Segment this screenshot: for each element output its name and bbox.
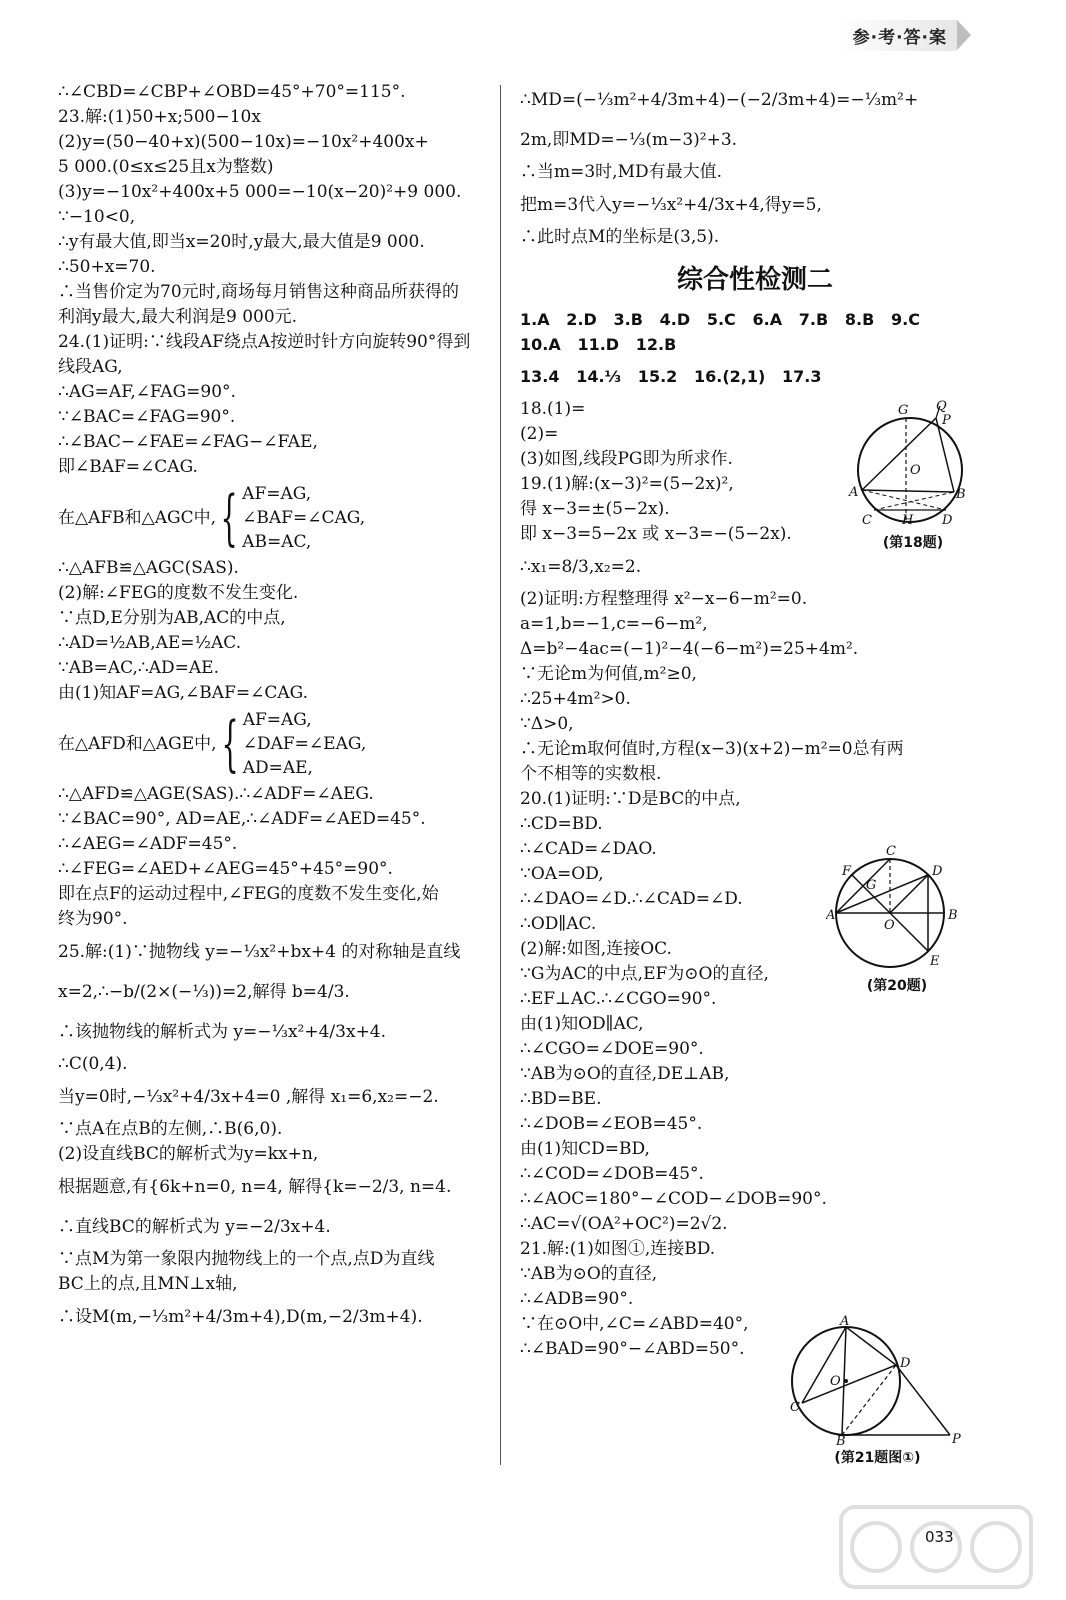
text-line: ∴∠COD=∠DOB=45°. (520, 1164, 704, 1184)
text-line: ∵∠BAC=90°, AD=AE,∴∠ADF=∠AED=45°. (58, 809, 426, 829)
text-line: 2m,即MD=−⅓(m−3)²+3. (520, 130, 738, 150)
text-line: ∴∠BAD=90°−∠ABD=50°. (520, 1339, 745, 1359)
header-label: 参·考·答·案 (841, 20, 957, 51)
left-lines-2 (58, 556, 488, 706)
circle-diagram-21 (790, 1315, 965, 1445)
text-line: 即∠BAF=∠CAG. (58, 457, 198, 477)
text-line: (2)= (520, 424, 559, 444)
congruence-system-1 (58, 482, 488, 554)
text-line: (2)y=(50−40+x)(500−10x)=−10x²+400x+ (58, 132, 429, 152)
text-line: (2)证明:方程整理得 x²−x−6−m²=0. (520, 589, 808, 609)
text-line: ∴x₁=8/3,x₂=2. (520, 557, 642, 577)
text-line: ∴∠CBD=∠CBP+∠OBD=45°+70°=115°. (58, 82, 406, 102)
left-lines-3 (58, 782, 488, 1337)
system-lead: 在△AFD和△AGE中, (58, 733, 217, 754)
text-line: 20.(1)证明:∵D是BC的中点, (520, 789, 741, 809)
text-line: ∴AC=√(OA²+OC²)=2√2. (520, 1214, 728, 1234)
point-label: G (898, 403, 909, 418)
text-line: ∴50+x=70. (58, 257, 156, 277)
point-label: B (956, 487, 966, 502)
text-line: ∴△AFB≌△AGC(SAS). (58, 558, 239, 578)
text-line: ∵OA=OD, (520, 864, 604, 884)
text-line: (2)解:如图,连接OC. (520, 939, 672, 959)
point-label: E (930, 954, 940, 969)
text-line: 25.解:(1)∵抛物线 y=−⅓x²+bx+4 的对称轴是直线 (58, 942, 461, 962)
point-label: C (886, 845, 896, 859)
column-divider (500, 85, 501, 1465)
circle-diagram-20 (826, 845, 968, 973)
answer-line: 10.A 11.D 12.B (520, 335, 677, 354)
text-line: ∴设M(m,−⅓m²+4/3m+4),D(m,−2/3m+4). (58, 1307, 423, 1327)
text-line: ∵AB=AC,∴AD=AE. (58, 658, 219, 678)
text-line: ∵Δ>0, (520, 714, 574, 734)
text-line: ∴直线BC的解析式为 y=−2/3x+4. (58, 1217, 331, 1237)
point-label: D (932, 864, 943, 879)
condition: AD=AE, (242, 758, 313, 778)
point-label: H (902, 513, 914, 528)
answer-line: 1.A 2.D 3.B 4.D 5.C 6.A 7.B 8.B 9.C (520, 310, 920, 329)
point-label: P (942, 413, 951, 428)
text-line: BC上的点,且MN⊥x轴, (58, 1274, 238, 1294)
point-label: A (849, 485, 859, 500)
text-line: ∵∠BAC=∠FAG=90°. (58, 407, 236, 427)
text-line: ∴BD=BE. (520, 1089, 602, 1109)
left-lines-1 (58, 80, 488, 480)
text-line: 由(1)知CD=BD, (520, 1139, 650, 1159)
figure-21 (790, 1315, 965, 1467)
text-line: x=2,∴−b/(2×(−⅓))=2,解得 b=4/3. (58, 982, 350, 1002)
figure-18 (848, 400, 978, 552)
figure-caption: (第18题) (882, 535, 944, 551)
text-line: ∴△AFD≌△AGE(SAS).∴∠ADF=∠AEG. (58, 784, 374, 804)
text-line: ∴当售价定为70元时,商场每月销售这种商品所获得的 (58, 282, 460, 302)
text-line: ∴∠ADB=90°. (520, 1289, 634, 1309)
choice-answers (520, 307, 990, 397)
text-line: ∴EF⊥AC.∴∠CGO=90°. (520, 989, 717, 1009)
point-label: D (900, 1356, 911, 1371)
text-line: 当y=0时,−⅓x²+4/3x+4=0 ,解得 x₁=6,x₂=−2. (58, 1087, 439, 1107)
condition: AB=AC, (242, 532, 312, 552)
figure-caption: (第20题) (866, 978, 928, 994)
point-label: B (836, 1434, 846, 1445)
text-line: 5 000.(0≤x≤25且x为整数) (58, 157, 274, 177)
text-line: ∴CD=BD. (520, 814, 603, 834)
condition: AF=AG, (242, 484, 312, 504)
text-line: ∵G为AC的中点,EF为⊙O的直径, (520, 964, 769, 984)
point-label: P (952, 1432, 961, 1445)
point-label: C (862, 513, 872, 528)
text-line: ∴无论m取何值时,方程(x−3)(x+2)−m²=0总有两 (520, 739, 904, 759)
text-line: Δ=b²−4ac=(−1)²−4(−6−m²)=25+4m². (520, 639, 859, 659)
text-line: ∴当m=3时,MD有最大值. (520, 162, 723, 182)
text-line: ∵AB为⊙O的直径,DE⊥AB, (520, 1064, 730, 1084)
text-line: 21.解:(1)如图①,连接BD. (520, 1239, 716, 1259)
text-line: ∴∠AEG=∠ADF=45°. (58, 834, 238, 854)
point-label: B (948, 908, 958, 923)
text-line: ∴y有最大值,即当x=20时,y最大,最大值是9 000. (58, 232, 425, 252)
condition: ∠BAF=∠CAG, (242, 508, 366, 528)
text-line: 线段AG, (58, 357, 123, 377)
text-line: ∴∠BAC−∠FAE=∠FAG−∠FAE, (58, 432, 318, 452)
text-line: ∴MD=(−⅓m²+4/3m+4)−(−2/3m+4)=−⅓m²+ (520, 90, 919, 110)
text-line: ∴∠FEG=∠AED+∠AEG=45°+45°=90°. (58, 859, 393, 879)
text-line: 由(1)知AF=AG,∠BAF=∠CAG. (58, 683, 309, 703)
text-line: (3)y=−10x²+400x+5 000=−10(x−20)²+9 000. (58, 182, 462, 202)
text-line: ∵AB为⊙O的直径, (520, 1264, 658, 1284)
point-label: F (842, 864, 852, 879)
text-line: ∴C(0,4). (58, 1054, 128, 1074)
text-line: ∴∠DOB=∠EOB=45°. (520, 1114, 703, 1134)
left-brace-icon: { (221, 709, 239, 779)
point-label: A (826, 908, 836, 923)
text-line: ∴此时点M的坐标是(3,5). (520, 227, 720, 247)
text-line: ∵−10<0, (58, 207, 136, 227)
chevron-right-icon (957, 20, 971, 50)
left-brace-icon: { (220, 483, 238, 553)
text-line: 终为90°. (58, 909, 128, 929)
point-label: A (840, 1315, 850, 1329)
text-line: ∴AG=AF,∠FAG=90°. (58, 382, 236, 402)
condition: AF=AG, (242, 710, 312, 730)
answer-line: 13.4 14.⅓ 15.2 16.(2,1) 17.3 (520, 367, 822, 386)
figure-caption: (第21题图①) (834, 1450, 921, 1466)
text-line: 个不相等的实数根. (520, 764, 662, 784)
point-label: G (866, 878, 877, 893)
text-line: 即 x−3=5−2x 或 x−3=−(5−2x). (520, 524, 792, 544)
left-column (58, 80, 488, 1337)
watermark-logo-icon (836, 1502, 1036, 1592)
system-conditions (242, 482, 365, 554)
text-line: 19.(1)解:(x−3)²=(5−2x)², (520, 474, 734, 494)
section-title: 综合性检测二 (676, 265, 833, 295)
right-top-lines (520, 80, 990, 250)
text-line: ∵点M为第一象限内抛物线上的一个点,点D为直线 (58, 1249, 435, 1269)
text-line: ∵无论m为何值,m²≥0, (520, 664, 697, 684)
text-line: ∵点A在点B的左侧,∴B(6,0). (58, 1119, 283, 1139)
page-number: 033 (925, 1528, 954, 1546)
text-line: ∴25+4m²>0. (520, 689, 631, 709)
system-lead: 在△AFB和△AGC中, (58, 507, 216, 528)
text-line: 即在点F的运动过程中,∠FEG的度数不发生变化,始 (58, 884, 439, 904)
text-line: 23.解:(1)50+x;500−10x (58, 107, 261, 127)
point-label: O (830, 1374, 841, 1389)
circle-diagram-18 (848, 400, 978, 530)
text-line: ∵点D,E分别为AB,AC的中点, (58, 608, 286, 628)
text-line: 得 x−3=±(5−2x). (520, 499, 670, 519)
text-line: 24.(1)证明:∵线段AF绕点A按逆时针方向旋转90°得到 (58, 332, 471, 352)
text-line: (3)如图,线段PG即为所求作. (520, 449, 733, 469)
condition: ∠DAF=∠EAG, (242, 734, 367, 754)
text-line: 根据题意,有{6k+n=0, n=4, 解得{k=−2/3, n=4. (58, 1177, 452, 1197)
text-line: ∵在⊙O中,∠C=∠ABD=40°, (520, 1314, 749, 1334)
text-line: ∴∠CAD=∠DAO. (520, 839, 657, 859)
point-label: O (910, 463, 921, 478)
point-label: Q (936, 400, 947, 414)
text-line: (2)设直线BC的解析式为y=kx+n, (58, 1144, 319, 1164)
point-label: C (790, 1400, 800, 1415)
text-line: ∴AD=½AB,AE=½AC. (58, 633, 242, 653)
figure-20 (826, 845, 968, 995)
point-label: O (884, 918, 895, 933)
text-line: 利润y最大,最大利润是9 000元. (58, 307, 298, 327)
text-line: ∴该抛物线的解析式为 y=−⅓x²+4/3x+4. (58, 1022, 387, 1042)
text-line: ∴∠AOC=180°−∠COD−∠DOB=90°. (520, 1189, 827, 1209)
text-line: (2)解:∠FEG的度数不发生变化. (58, 583, 299, 603)
text-line: a=1,b=−1,c=−6−m², (520, 614, 708, 634)
right-column (520, 80, 990, 1362)
text-line: 18.(1)= (520, 399, 586, 419)
system-conditions (243, 708, 367, 780)
text-line: ∴OD∥AC. (520, 914, 597, 934)
text-line: ∴∠CGO=∠DOE=90°. (520, 1039, 704, 1059)
congruence-system-2 (58, 708, 488, 780)
page-header (841, 20, 971, 50)
text-line: 由(1)知OD∥AC, (520, 1014, 644, 1034)
text-line: ∴∠DAO=∠D.∴∠CAD=∠D. (520, 889, 743, 909)
text-line: 把m=3代入y=−⅓x²+4/3x+4,得y=5, (520, 195, 822, 215)
point-label: D (942, 513, 953, 528)
